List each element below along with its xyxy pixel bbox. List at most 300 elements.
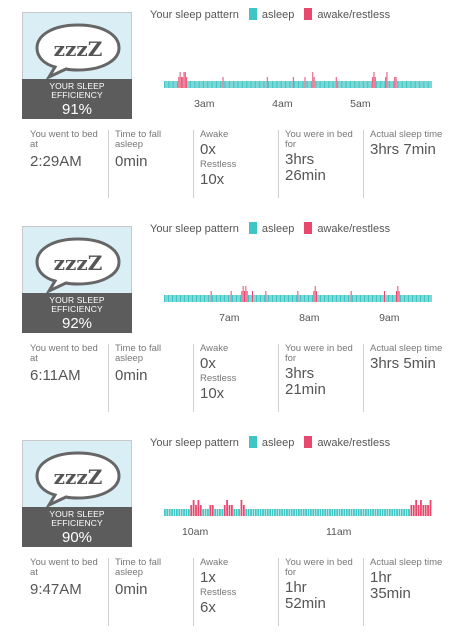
- asleep-bar: [293, 509, 295, 516]
- awake-bar: [420, 500, 422, 516]
- asleep-bar: [365, 509, 367, 516]
- asleep-bar: [420, 81, 421, 88]
- asleep-bar: [225, 81, 226, 88]
- asleep-bar: [277, 295, 278, 302]
- awake-bar: [399, 291, 400, 302]
- asleep-bar: [305, 295, 306, 302]
- asleep-bar: [217, 509, 219, 516]
- time-tick-label: 9am: [379, 312, 400, 324]
- asleep-bar: [233, 509, 235, 516]
- asleep-bar: [370, 509, 372, 516]
- awake-bar: [212, 505, 214, 516]
- asleep-bar: [347, 295, 348, 302]
- asleep-bar: [291, 509, 293, 516]
- fall-asleep-value: 0min: [115, 153, 148, 170]
- asleep-bar: [281, 295, 282, 302]
- asleep-bar: [301, 295, 302, 302]
- awake-bar: [245, 286, 246, 302]
- asleep-bar: [248, 295, 249, 302]
- restless-label: Restless: [200, 587, 237, 598]
- asleep-bar: [381, 295, 382, 302]
- asleep-bar: [187, 295, 188, 302]
- asleep-bar: [194, 81, 195, 88]
- asleep-bar: [267, 509, 269, 516]
- awake-bar: [427, 505, 429, 516]
- asleep-bar: [353, 81, 354, 88]
- asleep-bar: [172, 81, 173, 88]
- asleep-bar: [428, 295, 429, 302]
- zzz-icon-text: zzzZ: [53, 37, 103, 61]
- asleep-bar: [288, 81, 289, 88]
- asleep-bar: [298, 509, 300, 516]
- asleep-bar: [367, 509, 369, 516]
- awake-bar: [193, 500, 195, 516]
- asleep-bar: [166, 509, 168, 516]
- legend-awake: awake/restless: [317, 437, 391, 449]
- asleep-bar: [354, 81, 355, 88]
- asleep-bar: [207, 295, 208, 302]
- awake-bar: [226, 500, 228, 516]
- asleep-bar: [416, 295, 417, 302]
- asleep-bar: [187, 81, 188, 88]
- asleep-bar: [215, 295, 216, 302]
- asleep-bar: [195, 81, 196, 88]
- asleep-bar: [355, 509, 357, 516]
- asleep-bar: [368, 81, 369, 88]
- awake-label: Awake: [200, 557, 229, 568]
- awake-bar: [231, 291, 232, 302]
- efficiency-caption: [22, 293, 132, 333]
- asleep-bar: [351, 81, 352, 88]
- asleep-bar: [341, 81, 342, 88]
- asleep-bar: [248, 509, 250, 516]
- asleep-bar: [264, 295, 265, 302]
- asleep-bar: [230, 81, 231, 88]
- asleep-bar: [332, 295, 333, 302]
- asleep-bar: [214, 509, 216, 516]
- asleep-bar: [399, 509, 401, 516]
- asleep-bar: [399, 81, 400, 88]
- awake-bar: [178, 77, 179, 88]
- asleep-bar: [312, 295, 313, 302]
- asleep-bar: [169, 295, 170, 302]
- asleep-bar: [263, 295, 264, 302]
- legend-asleep: asleep: [261, 9, 295, 21]
- asleep-bar: [301, 81, 302, 88]
- asleep-bar: [172, 295, 173, 302]
- awake-bar: [386, 72, 387, 88]
- asleep-bar: [307, 81, 308, 88]
- asleep-bar: [428, 81, 429, 88]
- asleep-bar: [383, 295, 384, 302]
- asleep-bar: [254, 81, 255, 88]
- asleep-bar: [376, 295, 377, 302]
- legend-awake: awake/restless: [317, 223, 391, 235]
- fall-asleep-value: 0min: [115, 581, 148, 598]
- asleep-bar: [387, 295, 388, 302]
- asleep-bar: [307, 295, 308, 302]
- in-bed-value-hours: 1hr: [285, 579, 307, 596]
- asleep-bar: [276, 509, 278, 516]
- in-bed-value-hours: 3hrs: [285, 151, 315, 168]
- asleep-bar: [192, 295, 193, 302]
- asleep-bar: [264, 81, 265, 88]
- awake-bar: [252, 291, 253, 302]
- awake-bar: [410, 505, 412, 516]
- zzz-icon-text: zzzZ: [53, 465, 103, 489]
- asleep-bar: [383, 81, 384, 88]
- asleep-bar: [174, 509, 176, 516]
- asleep-bar: [407, 295, 408, 302]
- awake-stat: [193, 558, 275, 626]
- sleep-stats-row: [0, 334, 455, 414]
- asleep-bar: [392, 81, 393, 88]
- asleep-bar: [414, 81, 415, 88]
- asleep-bar: [416, 81, 417, 88]
- asleep-bar: [252, 81, 253, 88]
- asleep-bar: [353, 295, 354, 302]
- asleep-bar: [174, 81, 175, 88]
- asleep-bar: [403, 509, 405, 516]
- asleep-bar: [358, 509, 360, 516]
- asleep-bar: [191, 295, 192, 302]
- actual-sleep-value: 3hrs 5min: [370, 355, 436, 372]
- actual-sleep-value: 1hr: [370, 569, 392, 586]
- asleep-bar: [284, 509, 286, 516]
- awake-value: 0x: [200, 355, 216, 372]
- awake-swatch-icon: [304, 436, 312, 448]
- asleep-bar: [403, 295, 404, 302]
- asleep-bar: [257, 509, 259, 516]
- asleep-bar: [339, 295, 340, 302]
- time-tick-label: 8am: [299, 312, 320, 324]
- efficiency-label: YOUR SLEEP EFFICIENCY: [49, 295, 105, 314]
- asleep-bar: [295, 81, 296, 88]
- awake-bar: [224, 505, 226, 516]
- asleep-bar: [325, 295, 326, 302]
- asleep-bar: [418, 81, 419, 88]
- asleep-bar: [369, 295, 370, 302]
- asleep-bar: [177, 295, 178, 302]
- asleep-bar: [179, 295, 180, 302]
- asleep-bar: [346, 81, 347, 88]
- asleep-bar: [281, 81, 282, 88]
- fall-asleep-stat: [108, 344, 190, 412]
- awake-bar: [314, 77, 315, 88]
- asleep-bar: [226, 81, 227, 88]
- awake-bar: [372, 77, 373, 88]
- asleep-bar: [379, 81, 380, 88]
- awake-bar: [430, 500, 432, 516]
- asleep-bar: [272, 81, 273, 88]
- asleep-bar: [203, 295, 204, 302]
- asleep-bar: [343, 509, 345, 516]
- asleep-bar: [277, 81, 278, 88]
- fall-asleep-label: Time to fall asleep: [115, 129, 162, 150]
- asleep-bar: [288, 509, 290, 516]
- awake-swatch-icon: [304, 222, 312, 234]
- asleep-bar: [291, 295, 292, 302]
- actual-sleep-stat: [363, 130, 455, 198]
- awake-bar: [418, 505, 420, 516]
- asleep-bar: [189, 295, 190, 302]
- awake-stat: [193, 344, 275, 412]
- asleep-bar: [342, 81, 343, 88]
- asleep-bar: [279, 509, 281, 516]
- awake-bar: [243, 505, 245, 516]
- asleep-bar: [204, 81, 205, 88]
- awake-label: Awake: [200, 129, 229, 140]
- asleep-bar: [372, 295, 373, 302]
- asleep-bar: [395, 295, 396, 302]
- fall-asleep-stat: [108, 558, 190, 626]
- asleep-bar: [269, 295, 270, 302]
- asleep-bar: [363, 295, 364, 302]
- asleep-bar: [335, 295, 336, 302]
- asleep-bar: [238, 81, 239, 88]
- awake-bar: [247, 291, 248, 302]
- awake-bar: [190, 505, 192, 516]
- asleep-bar: [256, 81, 257, 88]
- asleep-bar: [393, 81, 394, 88]
- asleep-bar: [242, 81, 243, 88]
- asleep-bar: [253, 509, 255, 516]
- asleep-bar: [379, 509, 381, 516]
- asleep-bar: [219, 81, 220, 88]
- asleep-bar: [190, 81, 191, 88]
- asleep-bar: [169, 81, 170, 88]
- asleep-bar: [272, 295, 273, 302]
- asleep-bar: [183, 509, 185, 516]
- asleep-bar: [217, 81, 218, 88]
- speech-bubble-icon: [33, 21, 123, 79]
- asleep-bar: [394, 509, 396, 516]
- awake-bar: [351, 291, 352, 302]
- asleep-bar: [359, 81, 360, 88]
- asleep-bar: [309, 295, 310, 302]
- asleep-bar: [400, 295, 401, 302]
- time-tick-label: 3am: [194, 98, 215, 110]
- asleep-bar: [164, 295, 165, 302]
- asleep-bar: [290, 81, 291, 88]
- asleep-bar: [368, 295, 369, 302]
- asleep-bar: [183, 295, 184, 302]
- asleep-bar: [384, 509, 386, 516]
- asleep-bar: [216, 81, 217, 88]
- in-bed-stat: [278, 130, 360, 198]
- asleep-bar: [249, 295, 250, 302]
- asleep-bar: [328, 81, 329, 88]
- asleep-bar: [289, 295, 290, 302]
- asleep-bar: [421, 295, 422, 302]
- asleep-bar: [212, 295, 213, 302]
- asleep-bar: [234, 81, 235, 88]
- asleep-bar: [391, 295, 392, 302]
- asleep-bar: [409, 295, 410, 302]
- asleep-bar: [401, 509, 403, 516]
- asleep-bar: [255, 81, 256, 88]
- bed-time-stat: [24, 558, 106, 626]
- asleep-bar: [200, 81, 201, 88]
- asleep-bar: [325, 81, 326, 88]
- bed-time-value: 6:11AM: [30, 367, 81, 384]
- asleep-bar: [327, 509, 329, 516]
- awake-bar: [297, 291, 298, 302]
- asleep-bar: [347, 81, 348, 88]
- awake-bar: [244, 291, 245, 302]
- asleep-bar: [363, 509, 365, 516]
- asleep-bar: [217, 295, 218, 302]
- asleep-bar: [219, 295, 220, 302]
- asleep-bar: [276, 81, 277, 88]
- asleep-bar: [380, 81, 381, 88]
- asleep-bar: [376, 81, 377, 88]
- asleep-bar: [348, 509, 350, 516]
- asleep-bar: [349, 295, 350, 302]
- asleep-bar: [257, 295, 258, 302]
- asleep-bar: [265, 81, 266, 88]
- asleep-bar: [387, 509, 389, 516]
- in-bed-label: You were in bed for: [285, 129, 353, 150]
- awake-stat: [193, 130, 275, 198]
- asleep-bar: [324, 295, 325, 302]
- asleep-bar: [296, 509, 298, 516]
- asleep-bar: [350, 81, 351, 88]
- awake-bar: [305, 77, 306, 88]
- asleep-bar: [415, 81, 416, 88]
- asleep-bar: [246, 81, 247, 88]
- asleep-bar: [261, 295, 262, 302]
- restless-value: 10x: [200, 385, 225, 402]
- asleep-bar: [193, 81, 194, 88]
- asleep-bar: [243, 81, 244, 88]
- asleep-bar: [300, 509, 302, 516]
- asleep-bar: [338, 81, 339, 88]
- asleep-bar: [405, 81, 406, 88]
- asleep-bar: [273, 295, 274, 302]
- asleep-bar: [195, 295, 196, 302]
- asleep-bar: [193, 295, 194, 302]
- asleep-bar: [168, 295, 169, 302]
- asleep-bar: [207, 509, 209, 516]
- asleep-bar: [337, 81, 338, 88]
- asleep-bar: [191, 81, 192, 88]
- asleep-bar: [164, 509, 166, 516]
- asleep-bar: [337, 295, 338, 302]
- asleep-bar: [341, 509, 343, 516]
- asleep-bar: [320, 81, 321, 88]
- asleep-bar: [329, 509, 331, 516]
- in-bed-value-minutes: 21min: [285, 381, 326, 398]
- awake-bar: [394, 77, 395, 88]
- asleep-bar: [236, 295, 237, 302]
- asleep-bar: [344, 81, 345, 88]
- asleep-bar: [351, 509, 353, 516]
- asleep-bar: [360, 295, 361, 302]
- efficiency-value: 91%: [61, 101, 93, 118]
- asleep-bar: [273, 81, 274, 88]
- asleep-bar: [165, 295, 166, 302]
- asleep-bar: [329, 81, 330, 88]
- in-bed-stat: [278, 344, 360, 412]
- asleep-bar: [189, 81, 190, 88]
- asleep-bar: [397, 81, 398, 88]
- asleep-bar: [232, 81, 233, 88]
- asleep-bar: [171, 509, 173, 516]
- awake-bar: [267, 77, 268, 88]
- sleep-stats-row: [0, 548, 455, 628]
- asleep-bar: [340, 81, 341, 88]
- asleep-bar: [411, 81, 412, 88]
- asleep-bar: [425, 295, 426, 302]
- asleep-bar: [344, 295, 345, 302]
- asleep-bar: [253, 295, 254, 302]
- efficiency-value: 92%: [61, 315, 93, 332]
- asleep-bar: [176, 295, 177, 302]
- asleep-bar: [299, 81, 300, 88]
- awake-bar: [195, 505, 197, 516]
- sleep-night-record: [0, 0, 455, 213]
- asleep-bar: [262, 81, 263, 88]
- asleep-bar: [279, 295, 280, 302]
- asleep-bar: [375, 295, 376, 302]
- asleep-bar: [429, 295, 430, 302]
- asleep-bar: [259, 295, 260, 302]
- asleep-bar: [424, 81, 425, 88]
- time-tick-label: 10am: [181, 526, 209, 538]
- asleep-bar: [361, 295, 362, 302]
- asleep-bar: [323, 81, 324, 88]
- efficiency-label: YOUR SLEEP EFFICIENCY: [49, 81, 105, 100]
- awake-bar: [241, 291, 242, 302]
- awake-bar: [425, 505, 427, 516]
- asleep-bar: [282, 81, 283, 88]
- asleep-bar: [225, 295, 226, 302]
- asleep-bar: [245, 81, 246, 88]
- asleep-bar: [178, 509, 180, 516]
- asleep-bar: [371, 81, 372, 88]
- sleep-efficiency-badge: [22, 12, 132, 119]
- asleep-bar: [171, 295, 172, 302]
- asleep-bar: [201, 295, 202, 302]
- asleep-bar: [381, 81, 382, 88]
- asleep-bar: [406, 81, 407, 88]
- asleep-bar: [429, 81, 430, 88]
- asleep-bar: [198, 81, 199, 88]
- asleep-bar: [165, 81, 166, 88]
- awake-label: Awake: [200, 343, 229, 354]
- asleep-bar: [367, 81, 368, 88]
- asleep-bar: [205, 295, 206, 302]
- asleep-bar: [315, 509, 317, 516]
- asleep-bar: [308, 295, 309, 302]
- asleep-bar: [180, 295, 181, 302]
- asleep-bar: [283, 295, 284, 302]
- asleep-bar: [208, 295, 209, 302]
- awake-bar: [182, 77, 183, 88]
- asleep-bar: [204, 295, 205, 302]
- asleep-bar: [265, 509, 267, 516]
- asleep-bar: [206, 81, 207, 88]
- asleep-bar: [384, 81, 385, 88]
- asleep-bar: [426, 81, 427, 88]
- actual-sleep-stat: [363, 558, 455, 626]
- fall-asleep-value: 0min: [115, 367, 148, 384]
- awake-bar: [375, 77, 376, 88]
- asleep-bar: [260, 81, 261, 88]
- asleep-bar: [284, 81, 285, 88]
- fall-asleep-label: Time to fall asleep: [115, 557, 162, 578]
